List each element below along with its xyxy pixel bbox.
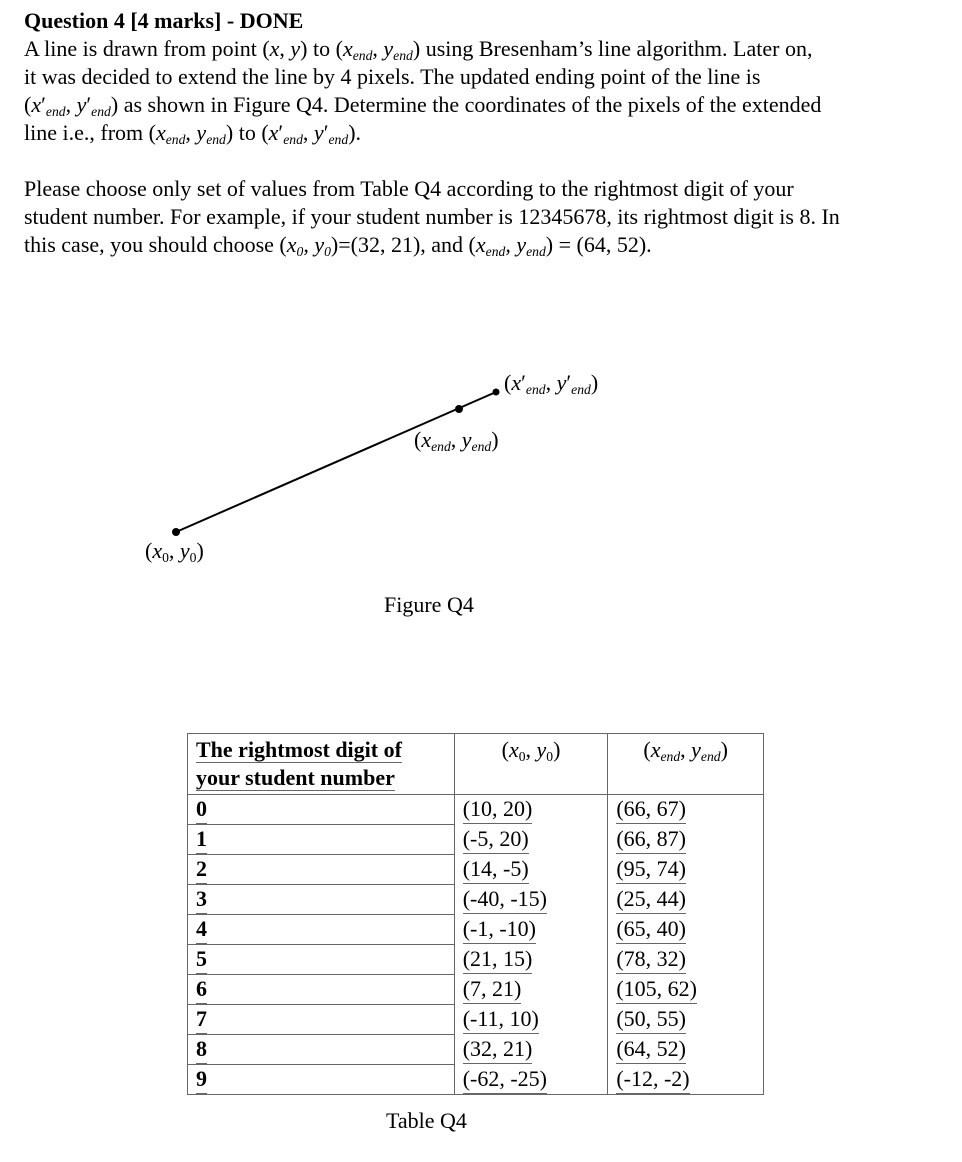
digit-cell-text: 1: [196, 825, 207, 854]
digit-cell-text: 7: [196, 1005, 207, 1034]
table-caption: Table Q4: [386, 1108, 467, 1133]
start-point-cell: [454, 1035, 608, 1065]
digit-cell: [188, 915, 455, 945]
instructions-line-3a: this case, you should choose (: [24, 232, 287, 257]
line-segment: [176, 392, 496, 532]
question-body: [24, 35, 928, 147]
table-row: [188, 885, 764, 915]
point-extended-math: ($x'_{end}$, $y'_{end}$): [24, 92, 119, 120]
point-extended-math-2: ($x'_{end}$, $y'_{end}$): [261, 120, 356, 148]
start-point-label: ($x_0$, $y_0$): [145, 538, 204, 566]
end-point-cell-text: (95, 74): [616, 855, 686, 884]
table-row: [188, 975, 764, 1005]
end-point-cell-text: (66, 67): [616, 795, 686, 824]
start-point-cell: [454, 915, 608, 945]
start-point-cell-text: (-62, -25): [463, 1065, 547, 1094]
start-point-cell-text: (-5, 20): [463, 825, 529, 854]
digit-cell: [188, 795, 455, 825]
end-point-cell: [608, 855, 764, 885]
start-point-cell: [454, 825, 608, 855]
end-point-cell-text: (25, 44): [616, 885, 686, 914]
instructions-line-2: student number. For example, if your student number is 12345678, its rightmost digit is 8. In: [24, 204, 840, 229]
point-end-math: ($x_{end}$, $y_{end}$): [335, 36, 421, 64]
digit-cell: [188, 945, 455, 975]
start-point-cell-text: (-40, -15): [463, 885, 547, 914]
table-row: [188, 1035, 764, 1065]
question-title: Question 4 [4 marks] - DONE: [24, 8, 304, 33]
question-text-1a: A line is drawn from point: [24, 36, 263, 61]
digit-cell: [188, 1035, 455, 1065]
digit-cell-text: 8: [196, 1035, 207, 1064]
table-row: [188, 915, 764, 945]
end-point-cell: [608, 1035, 764, 1065]
question-text-3b: as shown in Figure Q4. Determine the coordinates of the pixels of the extended: [118, 92, 822, 117]
table-header-row: [188, 734, 764, 795]
start-point-cell-text: (14, -5): [463, 855, 529, 884]
point-end-math-2: ($x_{end}$, $y_{end}$): [148, 120, 234, 148]
end-point-cell: [608, 975, 764, 1005]
instructions: Please choose only set of values from Table Q4 according to the rightmost digit of your student number. For example, if your student number is 12345678, its rightmost digit is 8. In this case, you should choose ($x_0$, $y_0)=(32$, 21), and ($x_{end}$, $y_{end}) = (64$, 52).: [24, 176, 840, 260]
end-point-cell-text: (-12, -2): [616, 1065, 689, 1094]
digit-cell-text: 3: [196, 885, 207, 914]
digit-cell-text: 2: [196, 855, 207, 884]
start-point-cell: [454, 1005, 608, 1035]
start-point-cell: [454, 1065, 608, 1095]
table-row: [188, 1065, 764, 1095]
start-point-cell: [454, 975, 608, 1005]
question-text-4a: line i.e., from: [24, 120, 149, 145]
digit-cell-text: 4: [196, 915, 207, 944]
digit-cell-text: 5: [196, 945, 207, 974]
question-text-4b: to: [233, 120, 262, 145]
start-point-cell: [454, 945, 608, 975]
start-point-cell: [454, 855, 608, 885]
digit-cell: [188, 855, 455, 885]
question-text-1c: using Bresenham’s line algorithm. Later on,: [420, 36, 813, 61]
question-text-2: it was decided to extend the line by 4 pixels. The updated ending point of the line is: [24, 64, 761, 89]
start-point-cell: [454, 795, 608, 825]
end-point-dot: [455, 405, 463, 413]
question-text-4c: .: [355, 120, 362, 145]
figure-caption: Figure Q4: [384, 592, 474, 617]
start-point-cell: [454, 885, 608, 915]
end-point-label: ($x_{end}$, $y_{end}$): [414, 427, 499, 455]
extended-point-label: ($x'_{end}$, $y'_{end}$): [504, 370, 599, 398]
instructions-line-1: Please choose only set of values from Table Q4 according to the rightmost digit of your: [24, 176, 794, 201]
end-point-cell: [608, 915, 764, 945]
end-point-cell: [608, 1065, 764, 1095]
end-point-cell: [608, 945, 764, 975]
end-point-cell-text: (50, 55): [616, 1005, 686, 1034]
question-text-1b: to: [307, 36, 336, 61]
header-start-point: ($x_0$, $y_0$): [454, 734, 608, 795]
end-point-cell-text: (66, 87): [616, 825, 686, 854]
header-end-point: ($x_{end}$, $y_{end}$): [608, 734, 764, 795]
point-xy-math: (x, y): [262, 36, 308, 61]
table-row: [188, 825, 764, 855]
table-row: [188, 795, 764, 825]
instructions-line-3c: ) = (64, 52).: [545, 232, 652, 257]
end-point-cell-text: (65, 40): [616, 915, 686, 944]
digit-cell: [188, 1005, 455, 1035]
start-point-cell-text: (10, 20): [463, 795, 533, 824]
digit-cell: [188, 885, 455, 915]
end-point-cell: [608, 1005, 764, 1035]
table-row: [188, 855, 764, 885]
digit-cell: [188, 1065, 455, 1095]
table-row: [188, 945, 764, 975]
end-point-cell: [608, 795, 764, 825]
digit-cell-text: 9: [196, 1065, 207, 1094]
end-point-cell: [608, 885, 764, 915]
start-point-cell-text: (-11, 10): [463, 1005, 539, 1034]
start-point-cell-text: (21, 15): [463, 945, 533, 974]
start-point-cell-text: (-1, -10): [463, 915, 536, 944]
end-point-cell-text: (64, 52): [616, 1035, 686, 1064]
header-digit: The rightmost digit of your student number: [188, 734, 455, 795]
start-point-cell-text: (32, 21): [463, 1035, 533, 1064]
start-point-cell-text: (7, 21): [463, 975, 522, 1004]
end-point-cell-text: (78, 32): [616, 945, 686, 974]
digit-cell-text: 6: [196, 975, 207, 1004]
end-point-cell: [608, 825, 764, 855]
values-table: [187, 733, 764, 1095]
extended-point-dot: [493, 389, 500, 396]
end-point-cell-text: (105, 62): [616, 975, 697, 1004]
start-point-dot: [172, 528, 180, 536]
instructions-line-3b: )=(32, 21), and (: [330, 232, 476, 257]
digit-cell-text: 0: [196, 795, 207, 824]
digit-cell: [188, 825, 455, 855]
table-row: [188, 1005, 764, 1035]
digit-cell: [188, 975, 455, 1005]
